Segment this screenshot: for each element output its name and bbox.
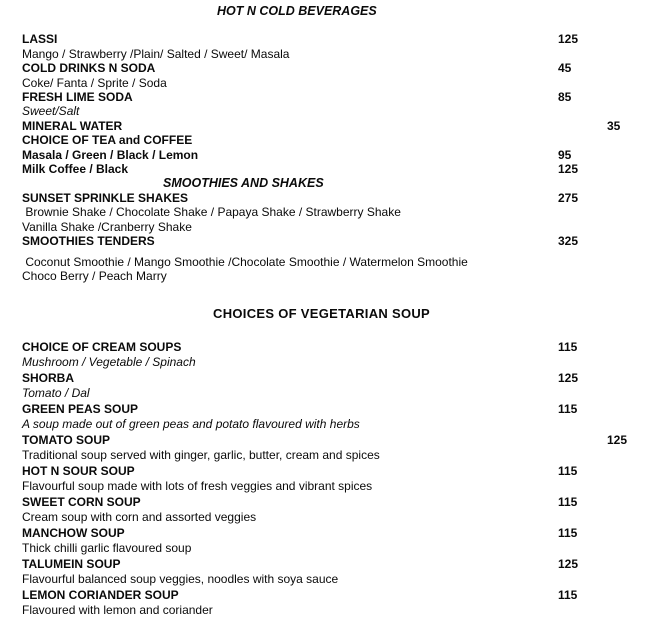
item-description: Flavourful balanced soup veggies, noodles with soya sauce: [22, 572, 339, 587]
item-name: FRESH LIME SODA: [22, 90, 133, 105]
item-description: Tomato / Dal: [22, 386, 90, 401]
menu-item-row: [0, 557, 650, 573]
menu-desc-row: [0, 220, 650, 234]
item-description: Traditional soup served with ginger, garlic, butter, cream and spices: [22, 448, 380, 463]
item-name: SUNSET SPRINKLE SHAKES: [22, 190, 189, 205]
menu-item-row: [0, 148, 650, 162]
item-name: Milk Coffee / Black: [22, 162, 129, 177]
menu-item-row: [0, 119, 650, 133]
menu-desc-row: [0, 417, 650, 433]
menu-desc-row: [0, 510, 650, 526]
menu-item-row: [0, 32, 650, 46]
item-name: LEMON CORIANDER SOUP: [22, 587, 179, 602]
item-price: 125: [607, 432, 628, 447]
menu-item-row: [0, 191, 650, 205]
menu-desc-row: [0, 255, 650, 269]
item-description: Coke/ Fanta / Sprite / Soda: [22, 75, 167, 90]
item-description: Sweet/Salt: [22, 104, 80, 119]
menu-desc-row: [0, 386, 650, 402]
item-name: COLD DRINKS N SODA: [22, 61, 156, 76]
menu-desc-row: [0, 76, 650, 90]
item-price: 35: [607, 118, 621, 133]
item-name: TOMATO SOUP: [22, 432, 111, 447]
item-name: CHOICE OF TEA and COFFEE: [22, 133, 193, 148]
item-description: Flavoured with lemon and coriander: [22, 603, 213, 618]
item-name: SMOOTHIES TENDERS: [22, 234, 155, 249]
item-price: 275: [558, 190, 579, 205]
menu-item-row: [0, 495, 650, 511]
item-name: SHORBA: [22, 370, 75, 385]
item-price: 95: [558, 147, 572, 162]
item-price: 125: [558, 370, 579, 385]
menu-desc-row: [0, 47, 650, 61]
heading-text: HOT N COLD BEVERAGES: [217, 4, 377, 18]
item-price: 115: [558, 494, 578, 509]
menu-section-beverages: [0, 4, 650, 283]
item-description: A soup made out of green peas and potato flavoured with herbs: [22, 417, 360, 432]
menu-desc-row: [0, 104, 650, 118]
item-name: GREEN PEAS SOUP: [22, 401, 139, 416]
section-heading-hot-n-cold: [0, 4, 650, 18]
item-price: 115: [558, 401, 578, 416]
item-name: Masala / Green / Black / Lemon: [22, 147, 199, 162]
item-price: 115: [558, 525, 578, 540]
heading-text: CHOICES OF VEGETARIAN SOUP: [213, 306, 431, 322]
item-description: Vanilla Shake /Cranberry Shake: [22, 219, 192, 234]
menu-desc-row: [0, 572, 650, 588]
section-heading-veg-soup: [0, 307, 650, 321]
item-price: 45: [558, 61, 572, 76]
menu-section-soups: [0, 340, 650, 619]
menu-item-row: [0, 234, 650, 248]
item-price: 325: [558, 234, 579, 249]
item-description: Mushroom / Vegetable / Spinach: [22, 355, 196, 370]
menu-desc-row: [0, 479, 650, 495]
menu-item-row: [0, 133, 650, 147]
menu-desc-row: [0, 269, 650, 283]
menu-desc-row: [0, 448, 650, 464]
item-description: Choco Berry / Peach Marry: [22, 268, 167, 283]
item-description: Mango / Strawberry /Plain/ Salted / Sweet/ Masala: [22, 46, 290, 61]
menu-item-row: [0, 162, 650, 176]
item-price: 115: [558, 463, 578, 478]
heading-text: SMOOTHIES AND SHAKES: [163, 176, 324, 191]
item-price: 115: [558, 587, 578, 602]
item-name: MANCHOW SOUP: [22, 525, 125, 540]
item-name: LASSI: [22, 32, 58, 47]
item-description: Thick chilli garlic flavoured soup: [22, 541, 192, 556]
menu-item-row: [0, 402, 650, 418]
menu-item-row: [0, 340, 650, 356]
item-price: 115: [558, 339, 578, 354]
menu-item-row: [0, 588, 650, 604]
item-name: HOT N SOUR SOUP: [22, 463, 135, 478]
menu-desc-row: [0, 541, 650, 557]
item-price: 85: [558, 90, 572, 105]
menu-item-row: [0, 61, 650, 75]
section-heading-smoothies: [0, 176, 650, 190]
menu-desc-row: [0, 355, 650, 371]
item-name: SWEET CORN SOUP: [22, 494, 141, 509]
item-description: Coconut Smoothie / Mango Smoothie /Chocolate Smoothie / Watermelon Smoothie: [22, 254, 468, 269]
item-name: TALUMEIN SOUP: [22, 556, 121, 571]
menu-desc-row: [0, 603, 650, 619]
item-description: Cream soup with corn and assorted veggies: [22, 510, 257, 525]
menu-item-row: [0, 371, 650, 387]
menu-item-row: [0, 433, 650, 449]
item-name: CHOICE OF CREAM SOUPS: [22, 339, 182, 354]
item-description: Flavourful soup made with lots of fresh veggies and vibrant spices: [22, 479, 373, 494]
menu-item-row: [0, 526, 650, 542]
item-description: Brownie Shake / Chocolate Shake / Papaya Shake / Strawberry Shake: [22, 205, 401, 220]
menu-item-row: [0, 464, 650, 480]
menu-section-soup-header: [0, 307, 650, 321]
item-price: 125: [558, 556, 579, 571]
item-price: 125: [558, 32, 579, 47]
menu-desc-row: [0, 205, 650, 219]
item-price: 125: [558, 162, 579, 177]
menu-item-row: [0, 90, 650, 104]
item-name: MINERAL WATER: [22, 118, 123, 133]
